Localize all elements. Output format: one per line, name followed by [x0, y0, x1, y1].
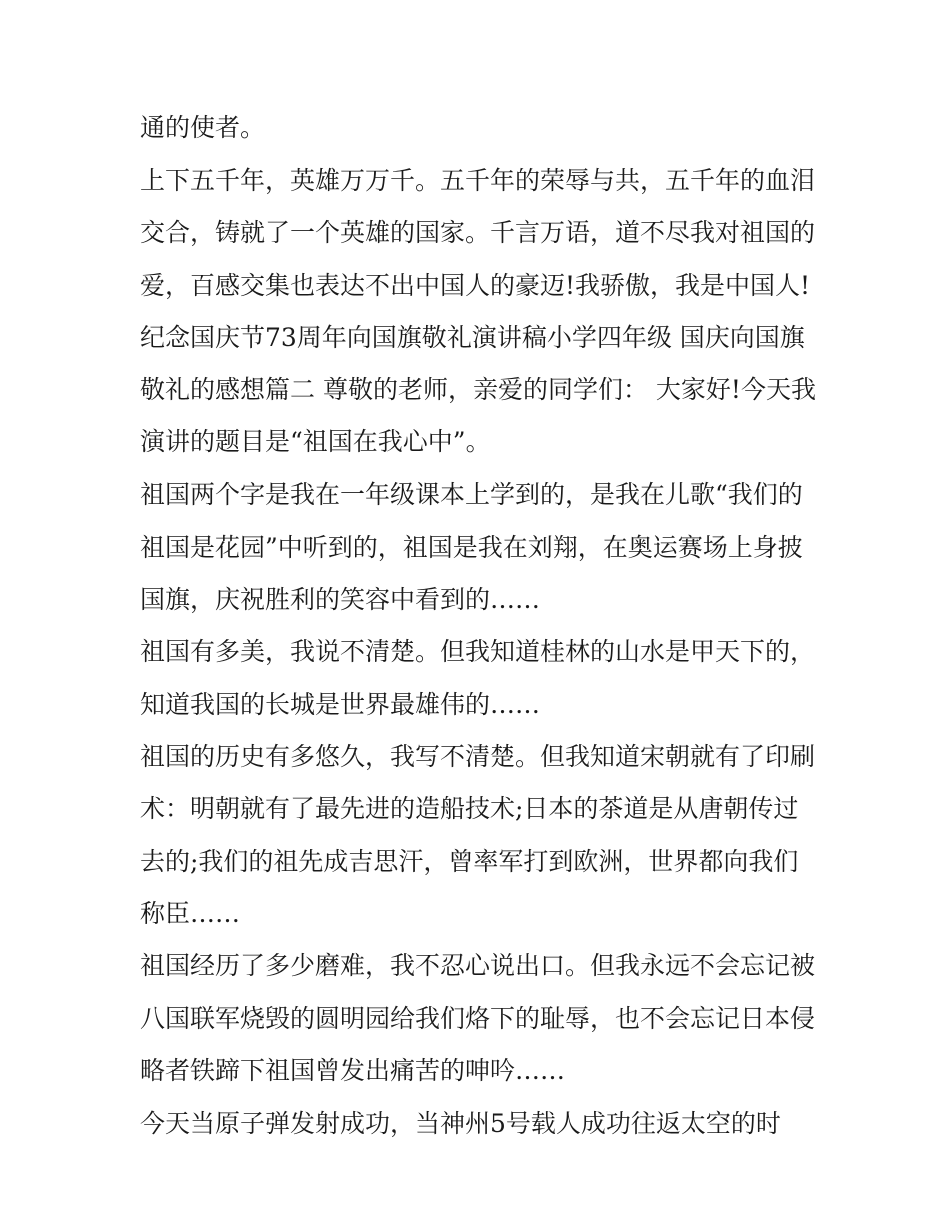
text-line: 爱，百感交集也表达不出中国人的豪迈!我骄傲，我是中国人!	[140, 271, 811, 300]
text-line: 演讲的题目是“祖国在我心中”。	[140, 427, 491, 456]
text-line: 称臣……	[140, 899, 241, 928]
text-line: 敬礼的感想篇二 尊敬的老师，亲爱的同学们： 大家好!今天我	[140, 375, 816, 404]
text-line: 今天当原子弹发射成功，当神州5号载人成功往返太空的时	[140, 1109, 781, 1138]
text-line: 知道我国的长城是世界最雄伟的……	[140, 690, 541, 719]
text-line: 祖国的历史有多悠久，我写不清楚。但我知道宋朝就有了印刷	[140, 742, 816, 771]
text-line: 祖国有多美，我说不清楚。但我知道桂林的山水是甲天下的，	[140, 637, 816, 666]
text-line: 纪念国庆节73周年向国旗敬礼演讲稿小学四年级 国庆向国旗	[140, 323, 805, 352]
text-line: 八国联军烧毁的圆明园给我们烙下的耻辱，也不会忘记日本侵	[140, 1004, 816, 1033]
text-line: 术：明朝就有了最先进的造船技术;日本的茶道是从唐朝传过	[140, 794, 799, 823]
text-line: 祖国是花园”中听到的，祖国是我在刘翔，在奥运赛场上身披	[140, 533, 803, 562]
text-line: 祖国两个字是我在一年级课本上学到的，是我在儿歌“我们的	[140, 480, 803, 509]
text-line: 国旗，庆祝胜利的笑容中看到的……	[140, 585, 541, 614]
text-line: 略者铁蹄下祖国曾发出痛苦的呻吟……	[140, 1056, 566, 1085]
text-line: 祖国经历了多少磨难，我不忍心说出口。但我永远不会忘记被	[140, 951, 816, 980]
text-line: 交合，铸就了一个英雄的国家。千言万语，道不尽我对祖国的	[140, 218, 816, 247]
text-line: 上下五千年，英雄万万千。五千年的荣辱与共，五千年的血泪	[140, 166, 816, 195]
text-line: 去的;我们的祖先成吉思汗，曾率军打到欧洲，世界都向我们	[140, 847, 799, 876]
text-line: 通的使者。	[140, 113, 266, 142]
